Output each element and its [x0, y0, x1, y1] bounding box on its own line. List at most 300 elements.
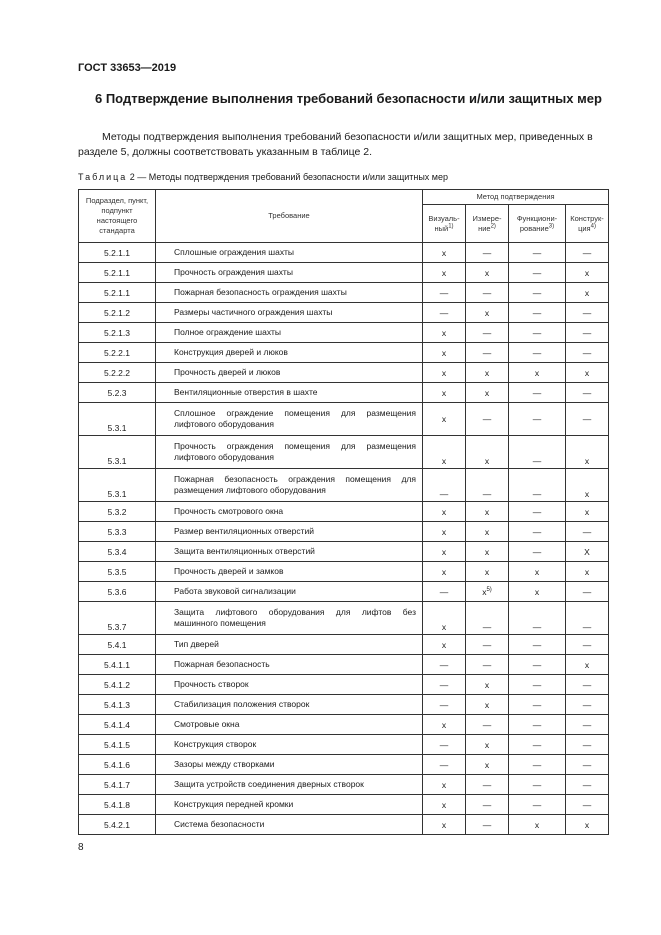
cell-measurement — [466, 675, 509, 695]
footnote-ref: 1) — [448, 223, 454, 230]
cell-construction — [566, 582, 609, 602]
header-method-construction — [566, 205, 609, 243]
table-row — [79, 363, 609, 383]
table-row — [79, 343, 609, 363]
cell-construction-value: x — [584, 489, 590, 499]
table-row — [79, 542, 609, 562]
table-row — [79, 303, 609, 323]
cell-construction-value: — — [582, 387, 592, 398]
cell-construction-value: x — [584, 456, 590, 466]
cell-construction — [566, 695, 609, 715]
cell-clause — [79, 403, 156, 436]
cell-function — [509, 403, 566, 436]
cell-requirement — [156, 775, 423, 795]
cell-construction — [566, 363, 609, 383]
cell-function — [509, 343, 566, 363]
cell-visual — [423, 735, 466, 755]
cell-requirement-value: Прочность ограждения шахты — [174, 267, 293, 277]
cell-requirement — [156, 815, 423, 835]
cell-visual-value: — — [439, 489, 449, 499]
cell-requirement — [156, 303, 423, 323]
cell-clause-value: 5.2.2.2 — [104, 367, 130, 378]
cell-clause-value: 5.2.1.2 — [104, 307, 130, 318]
footnote-ref: 5) — [486, 586, 492, 593]
cell-construction-value: X — [584, 546, 590, 557]
cell-construction — [566, 283, 609, 303]
cell-measurement-value: — — [482, 347, 492, 358]
cell-visual — [423, 263, 466, 283]
cell-visual — [423, 695, 466, 715]
table-row — [79, 735, 609, 755]
table-row — [79, 795, 609, 815]
header-method-label: Визуаль-ный — [428, 213, 460, 233]
cell-function-value: — — [532, 639, 542, 650]
cell-construction-value: — — [582, 307, 592, 318]
cell-requirement — [156, 735, 423, 755]
cell-construction-value: — — [582, 779, 592, 790]
cell-visual-value: x — [441, 414, 447, 424]
cell-visual-value: x — [441, 779, 447, 790]
footnote-ref: 3) — [548, 223, 555, 230]
cell-requirement-value: Размер вентиляционных отверстий — [174, 526, 315, 536]
cell-function — [509, 695, 566, 715]
cell-visual — [423, 795, 466, 815]
cell-construction — [566, 562, 609, 582]
cell-clause — [79, 562, 156, 582]
cell-measurement — [466, 775, 509, 795]
cell-function-value: — — [532, 347, 542, 358]
cell-construction-value: — — [582, 347, 592, 358]
cell-visual — [423, 283, 466, 303]
section-intro: Методы подтверждения выполнения требований безопасности и/или защитных мер, приведенных в разделе 5, должны соответствовать указанным в таблице 2. — [78, 131, 593, 158]
cell-measurement-value: — — [482, 247, 492, 258]
table-row — [79, 436, 609, 469]
cell-requirement-value: Прочность ограждения помещения для размещения лифтового оборудования — [174, 441, 416, 462]
table-row — [79, 469, 609, 502]
cell-measurement-value: x — [484, 456, 490, 466]
cell-measurement — [466, 795, 509, 815]
cell-measurement-value: — — [482, 622, 492, 632]
cell-requirement — [156, 469, 423, 502]
cell-visual — [423, 562, 466, 582]
cell-clause-value: 5.3.5 — [107, 566, 127, 577]
cell-measurement-value: x — [484, 699, 490, 710]
cell-measurement — [466, 602, 509, 635]
cell-function-value: — — [532, 659, 542, 670]
cell-function — [509, 755, 566, 775]
cell-construction — [566, 436, 609, 469]
cell-visual — [423, 363, 466, 383]
cell-requirement — [156, 263, 423, 283]
cell-clause-value: 5.4.1.1 — [104, 659, 130, 670]
table-row — [79, 635, 609, 655]
cell-function — [509, 675, 566, 695]
cell-measurement — [466, 502, 509, 522]
table-row — [79, 562, 609, 582]
cell-function — [509, 795, 566, 815]
cell-requirement — [156, 582, 423, 602]
cell-function-value: — — [532, 267, 542, 278]
cell-measurement-value: x — [484, 566, 490, 577]
cell-function-value: x — [534, 586, 540, 597]
cell-requirement — [156, 655, 423, 675]
cell-clause-value: 5.3.1 — [107, 489, 127, 499]
cell-construction — [566, 635, 609, 655]
cell-requirement — [156, 323, 423, 343]
cell-measurement — [466, 403, 509, 436]
cell-visual-value: x — [441, 566, 447, 577]
cell-function — [509, 363, 566, 383]
cell-measurement — [466, 635, 509, 655]
cell-function — [509, 283, 566, 303]
cell-construction — [566, 243, 609, 263]
cell-construction-value: — — [582, 586, 592, 597]
cell-construction — [566, 755, 609, 775]
header-method-label: Функциони-рование — [516, 213, 558, 233]
table-body — [79, 243, 609, 835]
cell-construction — [566, 522, 609, 542]
cell-clause — [79, 283, 156, 303]
cell-visual — [423, 655, 466, 675]
cell-clause-value: 5.3.4 — [107, 546, 127, 557]
cell-function-value: — — [532, 719, 542, 730]
section-title: 6 Подтверждение выполнения требований безопасности и/или защитных мер — [95, 91, 602, 106]
cell-visual — [423, 675, 466, 695]
cell-construction — [566, 323, 609, 343]
cell-construction — [566, 795, 609, 815]
cell-requirement-value: Конструкция передней кромки — [174, 799, 294, 809]
cell-measurement — [466, 755, 509, 775]
cell-requirement-value: Прочность дверей и замков — [174, 566, 284, 576]
table-row — [79, 383, 609, 403]
table-row — [79, 815, 609, 835]
cell-function-value: — — [532, 489, 542, 499]
cell-requirement — [156, 675, 423, 695]
cell-function-value: x — [534, 367, 540, 378]
cell-requirement-value: Пожарная безопасность ограждения помещения для размещения лифтового оборудования — [174, 474, 416, 495]
table-row — [79, 283, 609, 303]
table-row — [79, 695, 609, 715]
cell-measurement-value: — — [482, 489, 492, 499]
cell-visual-value: x — [441, 622, 447, 632]
cell-visual-value: x — [441, 799, 447, 810]
cell-construction — [566, 303, 609, 323]
cell-visual-value: x — [441, 267, 447, 278]
cell-visual — [423, 243, 466, 263]
cell-function-value: — — [532, 387, 542, 398]
cell-clause — [79, 363, 156, 383]
cell-visual — [423, 715, 466, 735]
cell-requirement — [156, 755, 423, 775]
cell-measurement-value: x — [484, 759, 490, 770]
cell-measurement — [466, 582, 509, 602]
cell-visual — [423, 436, 466, 469]
cell-construction — [566, 735, 609, 755]
cell-requirement-value: Прочность дверей и люков — [174, 367, 281, 377]
cell-visual-value: x — [441, 327, 447, 338]
cell-construction-value: — — [582, 247, 592, 258]
cell-requirement — [156, 343, 423, 363]
cell-requirement-value: Вентиляционные отверстия в шахте — [174, 387, 318, 397]
cell-measurement — [466, 695, 509, 715]
cell-clause-value: 5.4.1.3 — [104, 699, 130, 710]
cell-function-value: — — [532, 307, 542, 318]
cell-construction-value: — — [582, 699, 592, 710]
cell-function — [509, 715, 566, 735]
cell-visual-value: x — [441, 719, 447, 730]
cell-measurement — [466, 383, 509, 403]
cell-clause-value: 5.3.3 — [107, 526, 127, 537]
cell-measurement-value: x — [484, 739, 490, 750]
cell-construction — [566, 343, 609, 363]
cell-visual — [423, 303, 466, 323]
header-method-function — [509, 205, 566, 243]
cell-measurement — [466, 323, 509, 343]
cell-construction-value: x — [584, 506, 590, 517]
cell-requirement-value: Работа звуковой сигнализации — [174, 586, 296, 596]
table-caption-text: 2 — Методы подтверждения требований безопасности и/или защитных мер — [127, 172, 449, 182]
cell-function-value: — — [532, 779, 542, 790]
cell-requirement — [156, 383, 423, 403]
cell-requirement-value: Тип дверей — [174, 639, 219, 649]
cell-construction-value: — — [582, 679, 592, 690]
cell-requirement-value: Защита устройств соединения дверных створок — [174, 779, 364, 789]
cell-clause — [79, 522, 156, 542]
table-row — [79, 502, 609, 522]
cell-measurement-value: x — [484, 387, 490, 398]
cell-clause — [79, 755, 156, 775]
cell-requirement-value: Зазоры между створками — [174, 759, 275, 769]
cell-visual-value: x — [441, 819, 447, 830]
cell-clause — [79, 323, 156, 343]
cell-measurement — [466, 343, 509, 363]
cell-requirement-value: Полное ограждение шахты — [174, 327, 282, 337]
cell-measurement — [466, 815, 509, 835]
cell-visual — [423, 383, 466, 403]
cell-clause — [79, 436, 156, 469]
cell-requirement-value: Пожарная безопасность ограждения шахты — [174, 287, 347, 297]
cell-construction — [566, 775, 609, 795]
table-row — [79, 403, 609, 436]
cell-function-value: — — [532, 327, 542, 338]
cell-construction-value: x — [584, 566, 590, 577]
cell-clause — [79, 383, 156, 403]
cell-construction-value: x — [584, 659, 590, 670]
cell-measurement-value: x — [484, 526, 490, 537]
cell-construction — [566, 715, 609, 735]
cell-requirement — [156, 542, 423, 562]
cell-measurement — [466, 436, 509, 469]
cell-visual — [423, 815, 466, 835]
cell-function-value: — — [532, 622, 542, 632]
cell-clause — [79, 715, 156, 735]
header-method-label: Измере-ние — [472, 213, 502, 233]
cell-requirement — [156, 635, 423, 655]
cell-requirement-value: Пожарная безопасность — [174, 659, 270, 669]
cell-requirement — [156, 363, 423, 383]
cell-function-value: — — [532, 247, 542, 258]
cell-measurement-value: x — [484, 679, 490, 690]
cell-requirement — [156, 502, 423, 522]
cell-clause-value: 5.3.6 — [107, 586, 127, 597]
cell-measurement-value: x — [484, 367, 490, 378]
cell-visual-value: x — [441, 247, 447, 258]
cell-measurement-value: x — [484, 307, 490, 318]
cell-visual — [423, 343, 466, 363]
cell-visual-value: x — [441, 456, 447, 466]
table-caption — [78, 172, 448, 182]
cell-clause — [79, 655, 156, 675]
header-method-group: Метод подтверждения — [423, 190, 609, 205]
cell-construction — [566, 263, 609, 283]
cell-requirement-value: Конструкция створок — [174, 739, 257, 749]
cell-clause — [79, 695, 156, 715]
cell-requirement — [156, 695, 423, 715]
footnote-ref: 2) — [490, 223, 496, 230]
cell-measurement-value: — — [482, 819, 492, 830]
table-row — [79, 243, 609, 263]
header-method-measurement — [466, 205, 509, 243]
cell-clause-value: 5.4.1.5 — [104, 739, 130, 750]
cell-construction-value: — — [582, 639, 592, 650]
cell-requirement — [156, 795, 423, 815]
header-method-label: Конструк-ция — [570, 213, 604, 233]
cell-measurement-value: x — [484, 267, 490, 278]
cell-clause — [79, 502, 156, 522]
cell-visual — [423, 635, 466, 655]
cell-construction-value: x — [584, 367, 590, 378]
cell-construction-value: — — [582, 799, 592, 810]
cell-visual — [423, 502, 466, 522]
cell-measurement — [466, 363, 509, 383]
cell-function — [509, 635, 566, 655]
cell-function-value: — — [532, 739, 542, 750]
cell-measurement-value: x — [484, 506, 490, 517]
cell-clause-value: 5.2.1.3 — [104, 327, 130, 338]
cell-construction-value: — — [582, 719, 592, 730]
cell-function — [509, 436, 566, 469]
table-row — [79, 675, 609, 695]
cell-clause — [79, 243, 156, 263]
cell-function-value: — — [532, 414, 542, 424]
cell-measurement — [466, 243, 509, 263]
table-row — [79, 655, 609, 675]
cell-construction — [566, 383, 609, 403]
cell-clause-value: 5.2.1.1 — [104, 247, 130, 258]
cell-clause-value: 5.4.1.4 — [104, 719, 130, 730]
cell-construction — [566, 815, 609, 835]
cell-visual-value: — — [439, 699, 449, 710]
cell-clause-value: 5.4.1.8 — [104, 799, 130, 810]
cell-measurement-value: — — [482, 287, 492, 298]
cell-measurement — [466, 263, 509, 283]
table-row — [79, 715, 609, 735]
cell-visual-value: — — [439, 659, 449, 670]
cell-clause-value: 5.4.1 — [107, 639, 127, 650]
cell-clause-value: 5.3.7 — [107, 622, 127, 632]
cell-measurement-value: x — [484, 546, 490, 557]
cell-requirement-value: Система безопасности — [174, 819, 265, 829]
cell-construction — [566, 469, 609, 502]
cell-requirement-value: Защита лифтового оборудования для лифтов без машинного помещения — [174, 607, 416, 628]
cell-construction-value: — — [582, 739, 592, 750]
cell-construction-value: — — [582, 622, 592, 632]
verification-methods-table — [78, 189, 609, 835]
cell-function — [509, 655, 566, 675]
cell-clause — [79, 343, 156, 363]
cell-clause-value: 5.4.2.1 — [104, 819, 130, 830]
header-requirement: Требование — [156, 190, 423, 243]
cell-construction — [566, 602, 609, 635]
cell-function-value: — — [532, 456, 542, 466]
cell-measurement — [466, 542, 509, 562]
table-row — [79, 323, 609, 343]
cell-clause — [79, 735, 156, 755]
header-clause: Подраздел, пункт, подпункт настоящего стандарта — [79, 190, 156, 243]
cell-clause-value: 5.2.1.1 — [104, 267, 130, 278]
cell-visual-value: — — [439, 586, 449, 597]
cell-measurement-value: — — [482, 719, 492, 730]
cell-requirement-value: Прочность створок — [174, 679, 249, 689]
cell-visual-value: x — [441, 367, 447, 378]
table-row — [79, 263, 609, 283]
cell-clause — [79, 675, 156, 695]
cell-clause — [79, 303, 156, 323]
cell-clause — [79, 815, 156, 835]
cell-visual — [423, 755, 466, 775]
cell-construction — [566, 502, 609, 522]
cell-function — [509, 243, 566, 263]
cell-clause-value: 5.3.2 — [107, 506, 127, 517]
cell-construction-value: — — [582, 327, 592, 338]
table-row — [79, 602, 609, 635]
cell-measurement — [466, 655, 509, 675]
cell-measurement — [466, 562, 509, 582]
cell-requirement — [156, 562, 423, 582]
cell-function-value: — — [532, 287, 542, 298]
table-caption-label: Таблица — [78, 172, 128, 182]
cell-clause-value: 5.4.1.6 — [104, 759, 130, 770]
cell-function-value: — — [532, 699, 542, 710]
cell-measurement-value: x — [482, 586, 487, 597]
cell-requirement — [156, 403, 423, 436]
cell-requirement-value: Размеры частичного ограждения шахты — [174, 307, 333, 317]
cell-construction-value: — — [582, 759, 592, 770]
cell-clause-value: 5.2.3 — [107, 387, 127, 398]
cell-function-value: — — [532, 506, 542, 517]
cell-function — [509, 469, 566, 502]
header-method-visual — [423, 205, 466, 243]
cell-visual-value: — — [439, 307, 449, 318]
cell-measurement-value: — — [482, 414, 492, 424]
cell-requirement-value: Сплошные ограждения шахты — [174, 247, 295, 257]
cell-requirement-value: Конструкция дверей и люков — [174, 347, 288, 357]
cell-requirement — [156, 522, 423, 542]
cell-function-value: — — [532, 759, 542, 770]
cell-function — [509, 502, 566, 522]
cell-requirement-value: Защита вентиляционных отверстий — [174, 546, 315, 556]
cell-function-value: x — [534, 566, 540, 577]
cell-construction — [566, 655, 609, 675]
cell-function-value: x — [534, 819, 540, 830]
cell-function-value: — — [532, 546, 542, 557]
cell-construction-value: x — [584, 819, 590, 830]
cell-measurement-value: — — [482, 799, 492, 810]
cell-requirement-value: Прочность смотрового окна — [174, 506, 284, 516]
cell-visual-value: x — [441, 347, 447, 358]
cell-function — [509, 522, 566, 542]
cell-requirement — [156, 243, 423, 263]
